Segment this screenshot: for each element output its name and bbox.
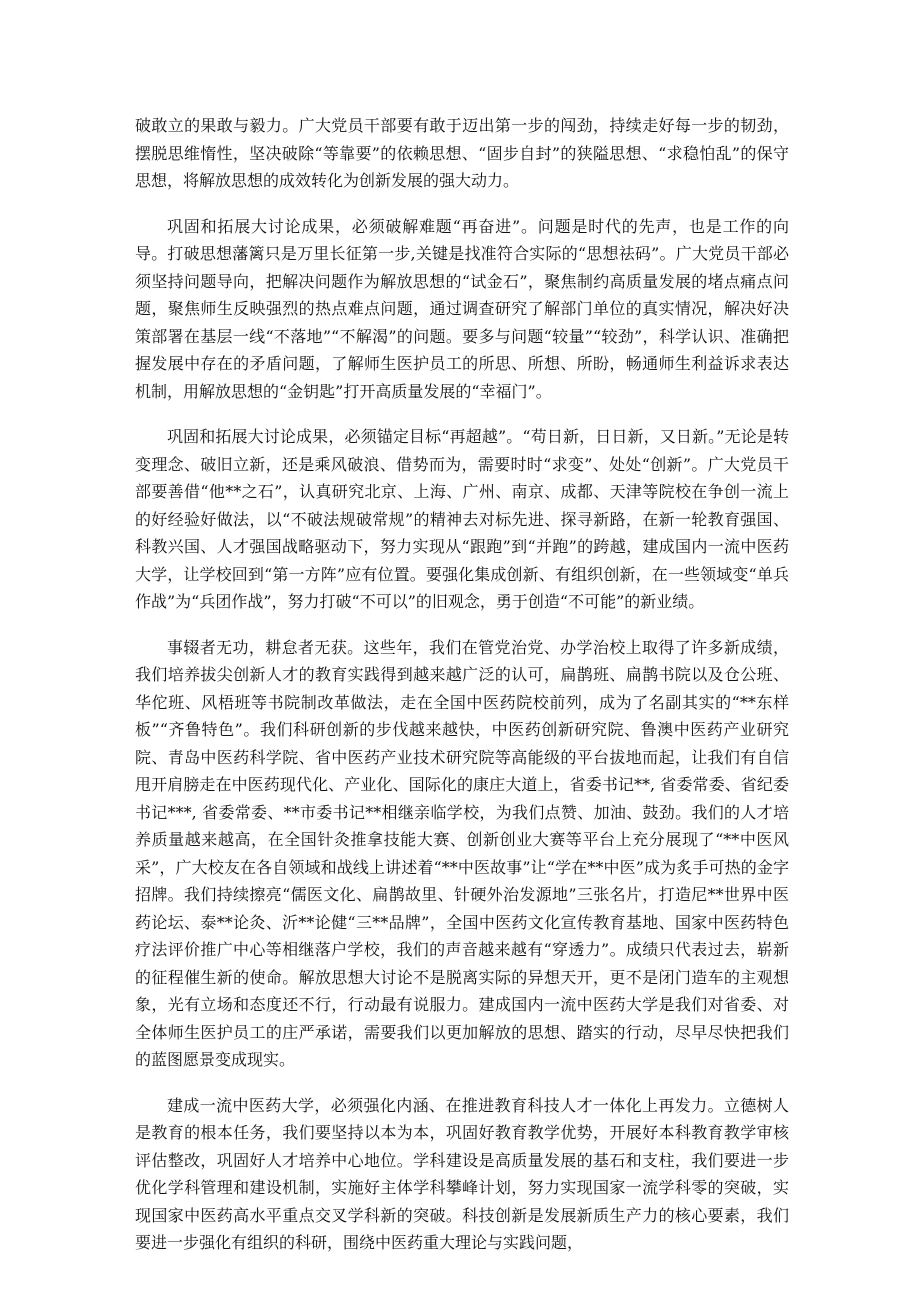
paragraph-2: 巩固和拓展大讨论成果，必须破解难题“再奋进”。问题是时代的先声，也是工作的向导。打破思想藩篱只是万里长征第一步,关键是找准符合实际的“思想祛码”。广大党员干部必须坚持问题导向，把解决问题作为解放思想的“试金石”，聚焦制约高质量发展的堵点痛点问题，聚焦师生反映强烈的热点难点问题，通过调查研究了解部门单位的真实情况，解决好决策部署在基层一线“不落地”“不解渴”的问题。要多与问题“较量”“较劲”，科学认识、准确把握发展中存在的矛盾问题，了解师生医护员工的所思、所想、所盼，畅通师生利益诉求表达机制，用解放思想的“金钥匙”打开高质量发展的“幸福门”。 [135, 216, 789, 401]
paragraph-4: 事辍者无功，耕怠者无获。这些年，我们在管党治党、办学治校上取得了许多新成绩，我们培养拔尖创新人才的教育实践得到越来越广泛的认可，扁鹊班、扁鹊书院以及仓公班、华佗班、风梧班等书院制改革做法，走在全国中医药院校前列，成为了名副其实的“**东样板”“齐鲁特色”。我们科研创新的步伐越来越快，中医药创新研究院、鲁澳中医药产业研究院、青岛中医药科学院、省中医药产业技术研究院等高能级的平台拔地而起，让我们有自信甩开肩膀走在中医药现代化、产业化、国际化的康庄大道上，省委书记**, 省委常委、省纪委书记***, 省委常委、**市委书记**相继亲临学校，为我们点赞、加油、鼓劲。我们的人才培养质量越来越高，在全国针灸推拿技能大赛、创新创业大赛等平台上充分展现了“**中医风采”，广大校友在各自领域和战线上讲述着“**中医故事”让“学在**中医”成为炙手可热的金字招牌。我们持续擦亮“儒医文化、扁鹊故里、针硬外治发源地”三张名片，打造尼**世界中医药论坛、泰**论灸、沂**论健“三**品牌”，全国中医药文化宣传教育基地、国家中医药特色疗法评价推广中心等相继落户学校，我们的声音越来越有“穿透力”。成绩只代表过去，崭新的征程催生新的使命。解放思想大讨论不是脱离实际的异想天开，更不是闭门造车的主观想象，光有立场和态度还不行，行动最有说服力。建成国内一流中医药大学是我们对省委、对全体师生医护员工的庄严承诺，需要我们以更加解放的思想、踏实的行动，尽早尽快把我们的蓝图愿景变成现实。 [135, 637, 789, 1069]
paragraph-1: 破敢立的果敢与毅力。广大党员干部要有敢于迈出第一步的闯劲，持续走好每一步的韧劲，摆脱思维惰性，坚决破除“等靠要”的依赖思想、“固步自封”的狭隘思想、“求稳怕乱”的保守思想，将解放思想的成效转化为创新发展的强大动力。 [135, 116, 789, 190]
document-body [135, 112, 789, 1275]
paragraph-3: 巩固和拓展大讨论成果，必须锚定目标“再超越”。“苟日新，日日新，又日新。”无论是转变理念、破旧立新，还是乘风破浪、借势而为，需要时时“求变”、处处“创新”。广大党员干部要善借“他**之石”，认真研究北京、上海、广州、南京、成都、天津等院校在争创一流上的好经验好做法，以“不破法规破常规”的精神去对标先进、探寻新路，在新一轮教育强国、科教兴国、人才强国战略驱动下，努力实现从“跟跑”到“并跑”的跨越，建成国内一流中医药大学，让学校回到“第一方阵”应有位置。要强化集成创新、有组织创新，在一些领域变“单兵作战”为“兵团作战”，努力打破“不可以”的旧观念，勇于创造“不可能”的新业绩。 [135, 427, 789, 611]
paragraph-5: 建成一流中医药大学，必须强化内涵、在推进教育科技人才一体化上再发力。立德树人是教育的根本任务，我们要坚持以本为本，巩固好教育教学优势，开展好本科教育教学审核评估整改，巩固好人才培养中心地位。学科建设是高质量发展的基石和支柱，我们要进一步优化学科管理和建设机制，实施好主体学科攀峰计划，努力实现国家一流学科零的突破，实现国家中医药高水平重点交叉学科新的突破。科技创新是发展新质生产力的核心要素，我们要进一步强化有组织的科研，围绕中医药重大理论与实践问题， [135, 1095, 789, 1252]
